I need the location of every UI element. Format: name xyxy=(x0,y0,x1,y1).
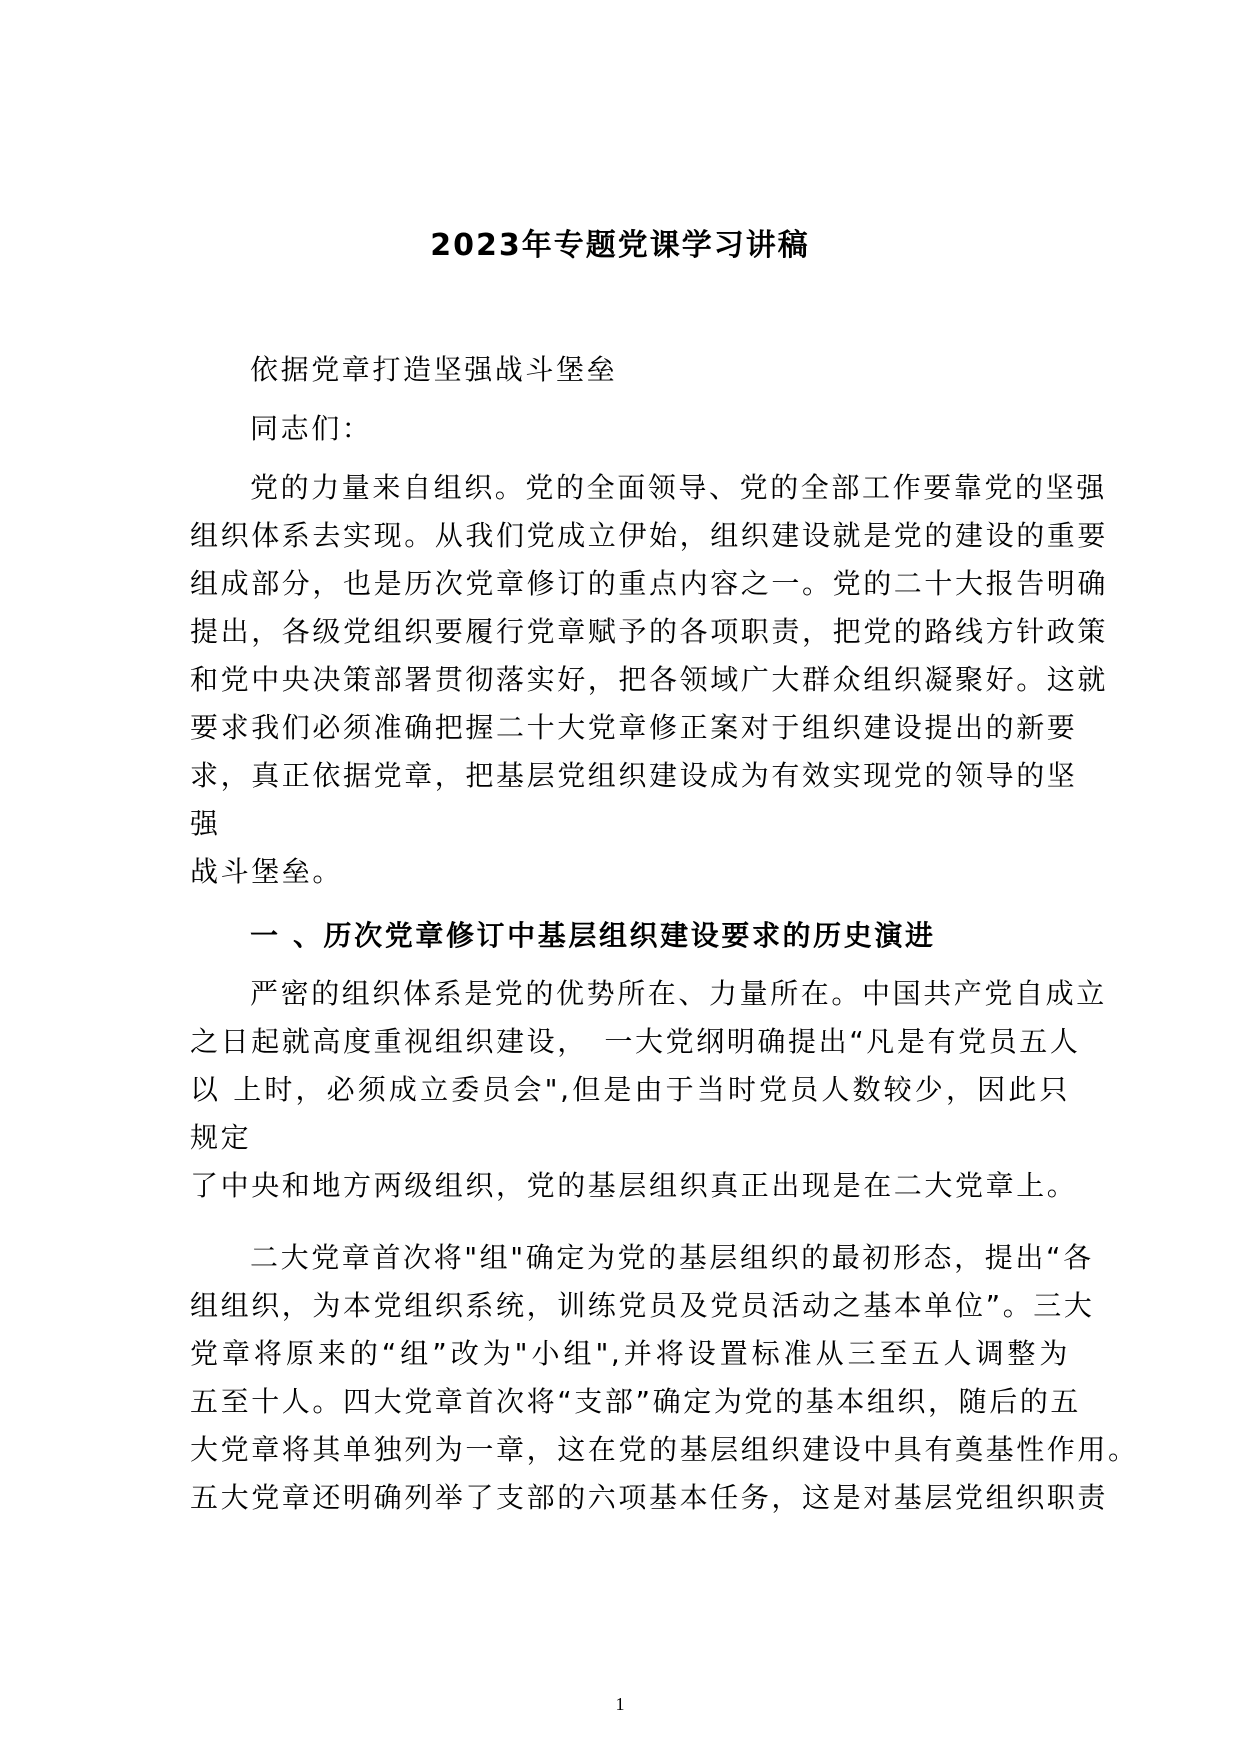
paragraph-line: 战斗堡垒。 xyxy=(190,855,344,888)
paragraph-line: 二大党章首次将"组"确定为党的基层组织的最初形态，提出“各 xyxy=(250,1241,1094,1274)
salutation-text: 同志们： xyxy=(250,412,373,445)
paragraph-line: 和党中央决策部署贯彻落实好，把各领域广大群众组织凝聚好。这就 xyxy=(190,663,1109,696)
section-heading: 一 、历次党章修订中基层组织建设要求的历史演进 xyxy=(250,919,936,952)
document-subtitle xyxy=(190,346,1070,394)
page-number: 1 xyxy=(615,1694,625,1714)
paragraph-line: 五至十人。四大党章首次将“支部”确定为党的基本组织，随后的五 xyxy=(190,1385,1082,1418)
paragraph-line: 五大党章还明确列举了支部的六项基本任务，这是对基层党组织职责 xyxy=(190,1481,1109,1514)
paragraph-line: 严密的组织体系是党的优势所在、力量所在。中国共产党自成立 xyxy=(250,977,1107,1010)
paragraph-line: 以 上时，必须成立委员会",但是由于当时党员人数较少，因此只 xyxy=(190,1073,1070,1106)
paragraph-line: 求，真正依据党章，把基层党组织建设成为有效实现党的领导的坚 xyxy=(190,759,1078,792)
paragraph-line: 组成部分，也是历次党章修订的重点内容之一。党的二十大报告明确 xyxy=(190,567,1109,600)
paragraph-line: 强 xyxy=(190,807,221,840)
paragraph-line: 大党章将其单独列为一章，这在党的基层组织建设中具有奠基性作用。 xyxy=(190,1433,1139,1466)
salutation xyxy=(190,405,1070,453)
paragraph-line: 组织体系去实现。从我们党成立伊始，组织建设就是党的建设的重要 xyxy=(190,519,1109,552)
paragraph-intro xyxy=(190,464,1109,896)
paragraph-line: 之日起就高度重视组织建设， 一大党纲明确提出“凡是有党员五人 xyxy=(190,1025,1081,1058)
paragraph-history xyxy=(190,970,1107,1210)
paragraph-line: 党章将原来的“组”改为"小组",并将设置标准从三至五人调整为 xyxy=(190,1337,1070,1370)
subtitle-text: 依据党章打造坚强战斗堡垒 xyxy=(250,353,618,386)
paragraph-line: 党的力量来自组织。党的全面领导、党的全部工作要靠党的坚强 xyxy=(250,471,1107,504)
paragraph-line: 规定 xyxy=(190,1121,252,1154)
paragraph-line: 组组织，为本党组织系统，训练党员及党员活动之基本单位”。三大 xyxy=(190,1289,1095,1322)
paragraph-line: 要求我们必须准确把握二十大党章修正案对于组织建设提出的新要 xyxy=(190,711,1078,744)
paragraph-line: 了中央和地方两级组织，党的基层组织真正出现是在二大党章上。 xyxy=(190,1169,1078,1202)
paragraph-line: 提出，各级党组织要履行党章赋予的各项职责，把党的路线方针政策 xyxy=(190,615,1109,648)
document-title: 2023年专题党课学习讲稿 xyxy=(430,228,810,263)
paragraph-evolution xyxy=(190,1234,1139,1522)
